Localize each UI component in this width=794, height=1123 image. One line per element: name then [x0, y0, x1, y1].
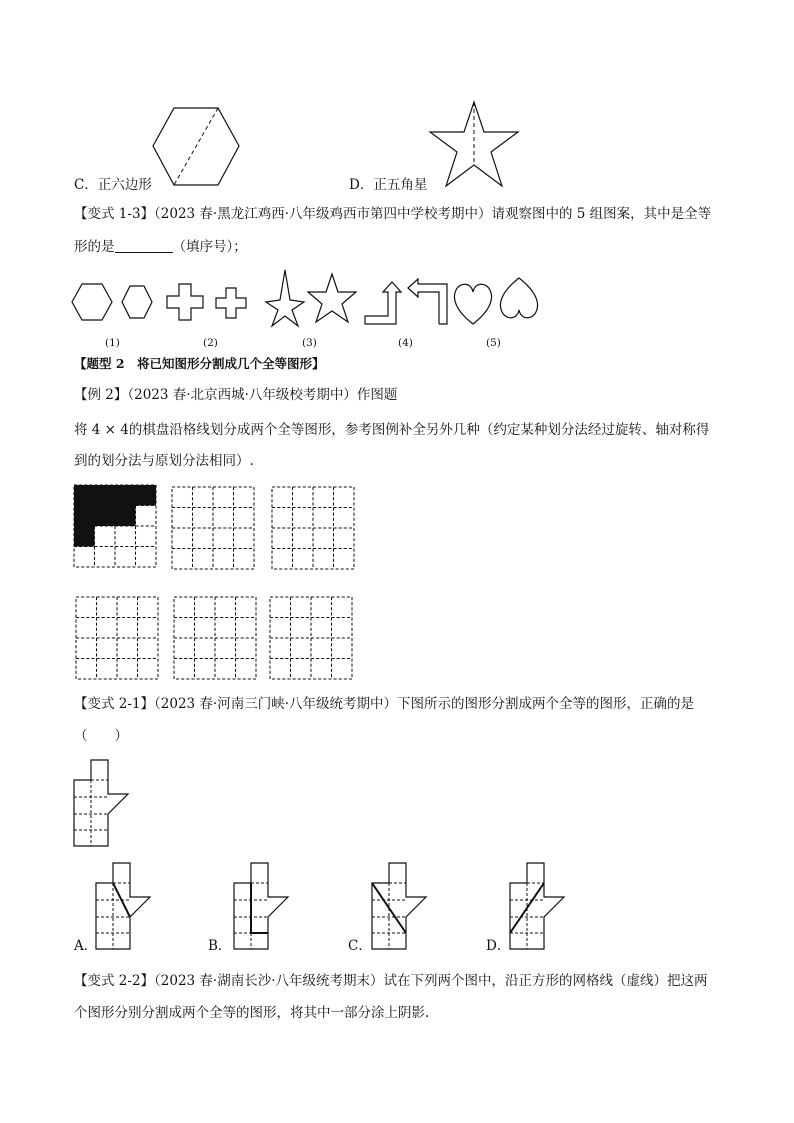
option-d-answer-label[interactable]: D．	[486, 938, 511, 954]
five-pattern-groups	[70, 268, 550, 330]
example-2-line3: 到的划分法与原划分法相同）.	[74, 453, 254, 469]
topic-2-heading: 【题型 2 将已知图形分割成几个全等图形】	[74, 356, 325, 371]
star-figure	[428, 100, 520, 190]
example-2-line2: 将 4 × 4的棋盘沿格线划分成两个全等图形，参考图例补全另外几种（约定某种划分法经过旋转、轴对称得	[74, 422, 710, 438]
stair-shape-figure	[74, 759, 134, 849]
grid-blank-3[interactable]	[76, 597, 158, 679]
option-d-figure[interactable]	[510, 862, 570, 952]
grid-blank-2[interactable]	[272, 487, 354, 569]
grid-example-shaded	[74, 485, 156, 567]
cross-large-icon	[167, 284, 203, 320]
example-2-line1: 【例 2】（2023 春·北京西城·八年级校考期中）作图题	[74, 387, 398, 403]
hexagon-figure	[150, 106, 242, 188]
cross-small-icon	[216, 288, 246, 318]
option-c-answer-label[interactable]: C．	[348, 938, 372, 954]
option-c-label: C．正六边形	[74, 177, 152, 193]
star-thin-icon	[266, 270, 304, 326]
variant-1-3-line2: 形的是 （填序号）；	[74, 239, 247, 255]
group-label-1: (1)	[105, 337, 120, 349]
hexagon-small-icon	[122, 286, 152, 318]
group-label-5: (5)	[486, 337, 501, 349]
grid-blank-5[interactable]	[270, 597, 352, 679]
group-label-3: (3)	[302, 337, 317, 349]
l-arrow-right-icon	[365, 282, 401, 324]
variant-2-2-line2: 个图形分别分割成两个全等的图形，将其中一部分涂上阴影.	[74, 1005, 430, 1021]
star-wide-icon	[308, 274, 356, 322]
grid-blank-1[interactable]	[172, 487, 254, 569]
option-d-label: D．正五角星	[349, 177, 428, 193]
option-b-figure[interactable]	[234, 862, 294, 952]
grid-blank-4[interactable]	[174, 597, 256, 679]
heart-upright-icon	[454, 284, 491, 324]
option-a-label[interactable]: A．	[74, 938, 98, 954]
answer-blank[interactable]	[115, 238, 173, 253]
option-a-figure[interactable]	[96, 862, 156, 952]
variant-2-1-line2: （ ）	[74, 728, 128, 744]
l-arrow-left-icon	[408, 279, 447, 324]
hexagon-large-icon	[72, 284, 112, 320]
group-label-2: (2)	[203, 337, 218, 349]
option-b-label[interactable]: B．	[208, 938, 232, 954]
group-label-4: (4)	[398, 337, 413, 349]
heart-inverted-icon	[500, 278, 537, 318]
variant-1-3-line1: 【变式 1-3】（2023 春·黑龙江鸡西·八年级鸡西市第四中学校考期中）请观察图中的 5 组图案，其中是全等	[74, 206, 712, 222]
option-c-figure[interactable]	[372, 862, 432, 952]
variant-2-1-line1: 【变式 2-1】（2023 春·河南三门峡·八年级统考期中）下图所示的图形分割成两个全等的图形，正确的是	[74, 696, 695, 712]
variant-2-2-line1: 【变式 2-2】（2023 春·湖南长沙·八年级统考期末）试在下列两个图中，沿正方形的网格线（虚线）把这两	[74, 973, 708, 989]
